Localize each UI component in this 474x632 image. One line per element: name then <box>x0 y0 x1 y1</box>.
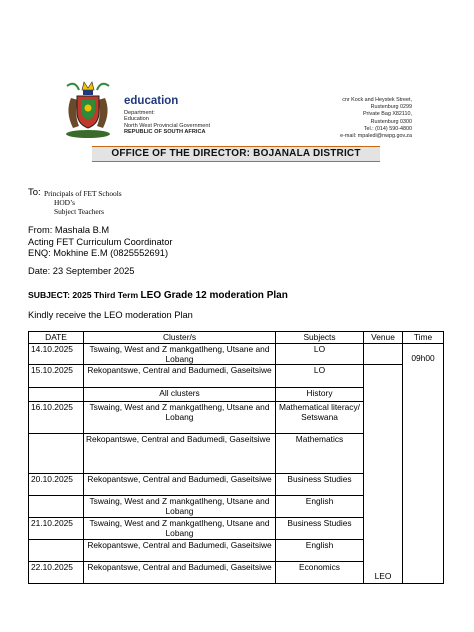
intro-text: Kindly receive the LEO moderation Plan <box>28 310 193 320</box>
row-date <box>29 496 84 518</box>
address-block <box>340 97 412 140</box>
subject-main: LEO Grade 12 moderation Plan <box>140 290 288 301</box>
row-subject: Business Studies <box>276 518 364 540</box>
letter-date: Date: 23 September 2025 <box>28 266 135 276</box>
row-subject: English <box>276 496 364 518</box>
address-line: e-mail: mpaledi@nwpg.gov.za <box>340 133 412 140</box>
row-date: 14.10.2025 <box>29 344 84 365</box>
moderation-plan-table <box>28 331 444 584</box>
address-line: cnr Kock and Heystek Street, <box>342 97 412 103</box>
department-line: Department: <box>124 110 155 116</box>
address-line: Tel.: (014) 590-4800 <box>363 125 412 132</box>
table-row <box>29 365 444 388</box>
address-line: Rustenburg 0300 <box>370 118 412 125</box>
recipient-line: Principals of FET Schools <box>44 189 122 198</box>
time-cell: 09h00 <box>403 344 444 584</box>
department-block <box>124 110 210 136</box>
address-line: Private Bag X82110, <box>362 111 412 118</box>
row-cluster: Tswaing, West and Z mankgatlheng, Utsane and Lobang <box>84 402 276 434</box>
row-date <box>29 434 84 474</box>
row-cluster: Rekopantswe, Central and Badumedi, Gaseitsiwe <box>84 474 276 496</box>
row-cluster: All clusters <box>84 388 276 402</box>
address-line: Rustenburg 0299 <box>370 104 412 111</box>
sender-line: Acting FET Curriculum Coordinator <box>28 236 173 247</box>
row-cluster: Tswaing, West and Z mankgatlheng, Utsane and Lobang <box>84 518 276 540</box>
department-line: North West Provincial Government <box>124 122 211 129</box>
row-subject: Mathematics <box>276 434 364 474</box>
recipients-block <box>44 189 122 217</box>
header-venue: Venue <box>364 332 403 344</box>
row-date: 15.10.2025 <box>29 365 84 388</box>
recipient-line: HOD’s <box>54 198 75 208</box>
department-line: Education <box>124 116 149 123</box>
row-subject: Economics <box>276 562 364 584</box>
row-subject: History <box>276 388 364 402</box>
row-subject: LO <box>276 365 364 388</box>
row-subject: Business Studies <box>276 474 364 496</box>
row-cluster: Rekopantswe, Central and Badumedi, Gaseitsiwe <box>84 562 276 584</box>
header-date: DATE <box>29 332 84 344</box>
header-clusters: Cluster/s <box>84 332 276 344</box>
coat-of-arms-icon <box>57 78 119 140</box>
row-cluster: Tswaing, West and Z mankgatlheng, Utsane and Lobang <box>84 344 276 365</box>
office-title: OFFICE OF THE DIRECTOR: BOJANALA DISTRICT <box>111 148 361 159</box>
to-label: To: <box>28 187 41 198</box>
row-subject: Mathematical literacy/ Setswana <box>276 402 364 434</box>
row-date: 16.10.2025 <box>29 402 84 434</box>
recipient-line: Subject Teachers <box>54 207 105 217</box>
row-date: 22.10.2025 <box>29 562 84 584</box>
row-subject: LO <box>276 344 364 365</box>
row-date <box>29 540 84 562</box>
subject-prefix: SUBJECT: 2025 Third Term <box>28 290 141 300</box>
sender-block <box>28 225 173 260</box>
venue-cell: LEO <box>364 365 403 584</box>
subject-line <box>28 290 288 301</box>
row-venue <box>364 344 403 365</box>
row-cluster: Rekopantswe, Central and Badumedi, Gaseitsiwe <box>84 365 276 388</box>
row-subject: English <box>276 540 364 562</box>
row-date <box>29 388 84 402</box>
table-row <box>29 344 444 365</box>
header-time: Time <box>403 332 444 344</box>
sender-line: ENQ: Mokhine E.M (0825552691) <box>28 248 169 258</box>
office-title-band <box>92 146 380 162</box>
row-cluster: Tswaing, West and Z mankgatlheng, Utsane and Lobang <box>84 496 276 518</box>
header-subjects: Subjects <box>276 332 364 344</box>
row-cluster: Rekopantswe, Central and Badumedi, Gaseitsiwe <box>84 434 276 474</box>
department-line: REPUBLIC OF SOUTH AFRICA <box>124 129 206 136</box>
table-header-row <box>29 332 444 344</box>
letterhead-brand: education <box>124 95 179 107</box>
row-date: 21.10.2025 <box>29 518 84 540</box>
row-cluster: Rekopantswe, Central and Badumedi, Gaseitsiwe <box>84 540 276 562</box>
sender-line: From: Mashala B.M <box>28 225 110 235</box>
row-date: 20.10.2025 <box>29 474 84 496</box>
